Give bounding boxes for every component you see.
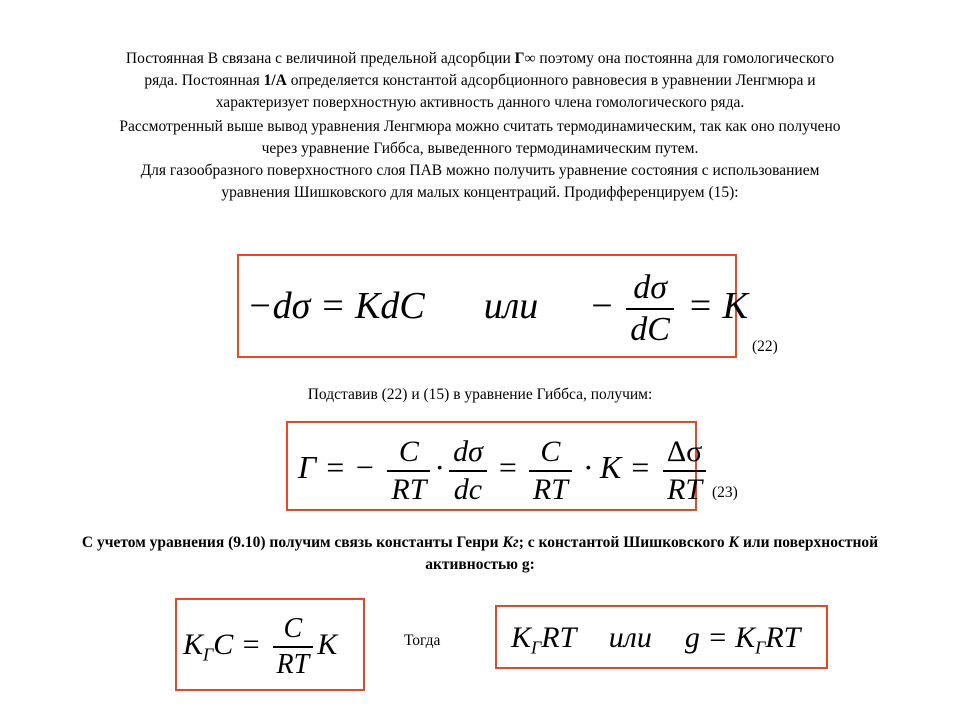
equation-23 xyxy=(298,427,710,508)
equation-24-box xyxy=(175,598,365,691)
p1-text: Постоянная В связана с величиной предельной адсорбции xyxy=(125,50,515,67)
eq23-f4-denominator: RT xyxy=(663,470,706,508)
eq22-numerator: dσ xyxy=(633,269,667,307)
eq25-rt: RT xyxy=(541,621,576,654)
gamma-infinity: Г∞ xyxy=(514,50,536,67)
p2-text: через уравнение Гиббса, выведенного термодинамическим путем. xyxy=(261,140,699,157)
eq24-fraction xyxy=(273,612,314,682)
substitute-text: Подставив (22) и (15) в уравнение Гиббса, получим: xyxy=(307,386,653,403)
shishkovsky-constant: К xyxy=(728,534,740,551)
p2-text: Рассмотренный выше вывод уравнения Ленгмюра можно считать термодинамическим, так как оно получено xyxy=(119,118,841,135)
eq23-dot: · xyxy=(434,449,446,485)
p4-text: ; с константой Шишковского xyxy=(518,534,729,551)
paragraph-henry-constant xyxy=(20,532,940,576)
eq23-f2-numerator: dσ xyxy=(453,434,483,468)
then-label: Тогда xyxy=(404,632,441,649)
paragraph-constant-b xyxy=(20,48,940,114)
eq23-f3-numerator: C xyxy=(540,434,561,468)
eq23-f2-denominator: dc xyxy=(449,470,487,508)
eq24-k: K xyxy=(183,628,204,661)
eq24-k2: K xyxy=(317,628,338,661)
eq23-fraction-4 xyxy=(663,434,706,508)
equation-25 xyxy=(511,611,800,674)
equation-25-box xyxy=(495,605,828,669)
eq23-fraction-1 xyxy=(387,434,430,508)
equation-23-number: (23) xyxy=(712,484,738,501)
equation-22-box xyxy=(237,254,748,358)
eq22-fraction xyxy=(626,268,674,350)
eq23-f4-numerator: Δσ xyxy=(666,434,703,468)
p3-text: Для газообразного поверхностного слоя ПАВ можно получить уравнение состояния с использованием xyxy=(140,162,820,179)
eq23-mid: · K = xyxy=(583,449,651,485)
equation-22 xyxy=(247,268,748,350)
eq22-word: или xyxy=(483,285,539,327)
paragraph-langmuir xyxy=(20,116,940,160)
eq23-equals: = xyxy=(498,449,517,485)
p4-text: : xyxy=(529,556,535,573)
eq22-denominator: dC xyxy=(626,308,674,350)
eq24-numerator: C xyxy=(283,613,303,645)
eq25-g-equals: g = K xyxy=(684,621,756,654)
eq23-f1-denominator: RT xyxy=(387,470,430,508)
surface-activity: g xyxy=(521,556,530,573)
equation-23-box xyxy=(286,421,703,511)
eq25-rt-2: RT xyxy=(765,621,801,654)
henry-constant: Кг xyxy=(502,534,519,551)
p4-text: или поверхностной xyxy=(739,534,879,551)
equation-24 xyxy=(183,604,337,695)
eq25-subscript-2: Г xyxy=(755,637,766,658)
p3-text: уравнения Шишковского для малых концентраций. Продифференцируем (15): xyxy=(221,184,739,201)
eq25-word: или xyxy=(608,621,652,654)
eq25-k: K xyxy=(511,621,532,654)
eq22-rhs: = K xyxy=(687,285,748,327)
paragraph-gaseous-layer xyxy=(20,160,940,204)
p1-text: поэтому она постоянна для гомологического xyxy=(535,50,835,67)
p4-text: активностью xyxy=(425,556,522,573)
p4-text: С учетом уравнения (9.10) получим связь константы Генри xyxy=(81,534,503,551)
eq23-gamma: Г = − xyxy=(298,449,376,485)
equation-22-number: (22) xyxy=(752,338,778,355)
eq22-minus: − xyxy=(591,285,613,327)
p1-text: определяется константой адсорбционного равновесия в уравнении Ленгмюра и xyxy=(286,72,816,89)
eq24-subscript: Г xyxy=(203,644,214,665)
p1-text: ряда. Постоянная xyxy=(144,72,264,89)
one-over-a: 1/А xyxy=(263,72,287,89)
p1-text: характеризует поверхностную активность данного члена гомологического ряда. xyxy=(215,94,745,111)
eq23-f1-numerator: C xyxy=(398,434,419,468)
eq23-fraction-2 xyxy=(449,434,487,508)
eq24-denominator: RT xyxy=(273,646,314,682)
eq23-fraction-3 xyxy=(529,434,572,508)
eq24-c-equals: C = xyxy=(213,628,262,661)
eq22-lhs: −dσ = KdC xyxy=(247,285,425,327)
eq25-subscript: Г xyxy=(531,637,542,658)
eq23-f3-denominator: RT xyxy=(529,470,572,508)
